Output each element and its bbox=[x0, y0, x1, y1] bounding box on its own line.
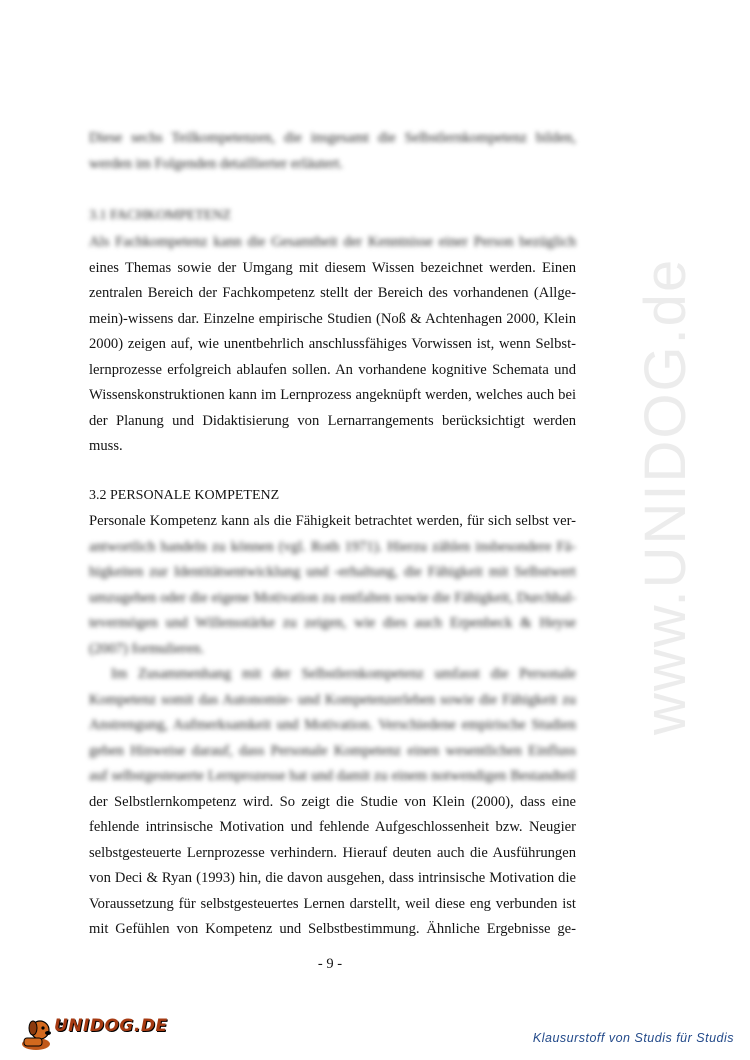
page-number: - 9 - bbox=[317, 956, 343, 972]
text-line: Personale Kompetenz kann als die Fähigkeit betrachtet werden, für sich selbst ver- bbox=[89, 513, 576, 529]
text-line: geben Hinweise darauf, dass Personale Kompetenz einen wesentlichen Einfluss bbox=[89, 742, 576, 759]
text-line: Kompetenz somit das Autonomie- und Kompetenzerleben sowie die Fähigkeit zu bbox=[89, 691, 576, 708]
watermark: www.UNIDOG.de bbox=[633, 257, 698, 735]
text-line: tevermögen und Willensstärke zu zeigen, wie dies auch Erpenbeck & Heyse bbox=[89, 615, 576, 631]
text-line: werden im Folgenden detaillierter erläutert. bbox=[89, 155, 344, 172]
section-heading-personale-kompetenz: 3.2 PERSONALE KOMPETENZ bbox=[89, 488, 280, 503]
text-line: Diese sechs Teilkompetenzen, die insgesamt die Selbstlernkompetenz bilden, bbox=[89, 130, 576, 146]
text-line: mein)-wissens dar. Einzelne empirische Studien (Noß & Achtenhagen 2000, Klein bbox=[89, 310, 576, 327]
text-line: 2000) zeigen auf, wie unentbehrlich anschlussfähiges Vorwissen ist, wenn Selbst- bbox=[89, 336, 576, 352]
logo-text: UNIDOG.DE bbox=[54, 1016, 168, 1036]
text-line: Im Zusammenhang mit der Selbstlernkompetenz umfasst die Personale bbox=[111, 666, 576, 682]
section-heading-fachkompetenz: 3.1 FACHKOMPETENZ bbox=[89, 208, 232, 223]
text-line: muss. bbox=[89, 438, 123, 454]
text-line: Als Fachkompetenz kann die Gesamtheit der Kenntnisse einer Person bezüglich bbox=[89, 234, 576, 250]
text-line: selbstgesteuerte Lernprozesse verhindern. Hierauf deuten auch die Ausführungen bbox=[89, 844, 576, 861]
footer-tagline: Klausurstoff von Studis für Studis bbox=[532, 1031, 734, 1045]
text-line: fehlende intrinsische Motivation und fehlende Aufgeschlossenheit bzw. Neugier bbox=[89, 819, 576, 835]
text-line: Voraussetzung für selbstgesteuertes Lernen darstellt, weil diese eng verbunden ist bbox=[89, 895, 576, 912]
text-line: higkeiten zur Identitätsentwicklung und -erhaltung, die Fähigkeit mit Selbstwert bbox=[89, 564, 576, 580]
text-line: Anstrengung, Aufmerksamkeit und Motivation. Verschiedene empirische Studien bbox=[89, 717, 576, 733]
text-line: der Selbstlernkompetenz wird. So zeigt die Studie von Klein (2000), dass eine bbox=[89, 793, 576, 810]
text-line: Wissenskonstruktionen kann im Lernprozess angeknüpft werden, welches auch bei bbox=[89, 387, 576, 403]
intro-paragraph bbox=[89, 126, 576, 177]
text-line: umzugehen oder die eigene Motivation zu entfalten sowie die Fähigkeit, Durchhal- bbox=[89, 589, 576, 606]
text-line: auf selbstgesteuerte Lernprozesse hat und damit zu einem notwendigen Bestandteil bbox=[89, 768, 576, 784]
text-line: von Deci & Ryan (1993) hin, die davon ausgehen, dass intrinsische Motivation die bbox=[89, 870, 576, 886]
personale-paragraph-1 bbox=[89, 509, 576, 662]
text-line: lernprozesse erfolgreich ablaufen sollen. An vorhandene kognitive Schemata und bbox=[89, 361, 576, 378]
text-line: antwortlich handeln zu können (vgl. Roth 1971). Hierzu zählen insbesondere Fä- bbox=[89, 538, 576, 555]
text-line: zentralen Bereich der Fachkompetenz stellt der Bereich des vorhandenen (Allge- bbox=[89, 285, 576, 301]
text-line: mit Gefühlen von Kompetenz und Selbstbestimmung. Ähnliche Ergebnisse ge- bbox=[89, 921, 576, 937]
text-line: (2007) formulieren. bbox=[89, 640, 205, 657]
personale-paragraph-2 bbox=[89, 662, 576, 943]
text-line: der Planung und Didaktisierung von Lernarrangements berücksichtigt werden bbox=[89, 412, 576, 429]
fachkompetenz-paragraph bbox=[89, 230, 576, 460]
text-line: eines Themas sowie der Umgang mit diesem Wissen bezeichnet werden. Einen bbox=[89, 259, 576, 276]
